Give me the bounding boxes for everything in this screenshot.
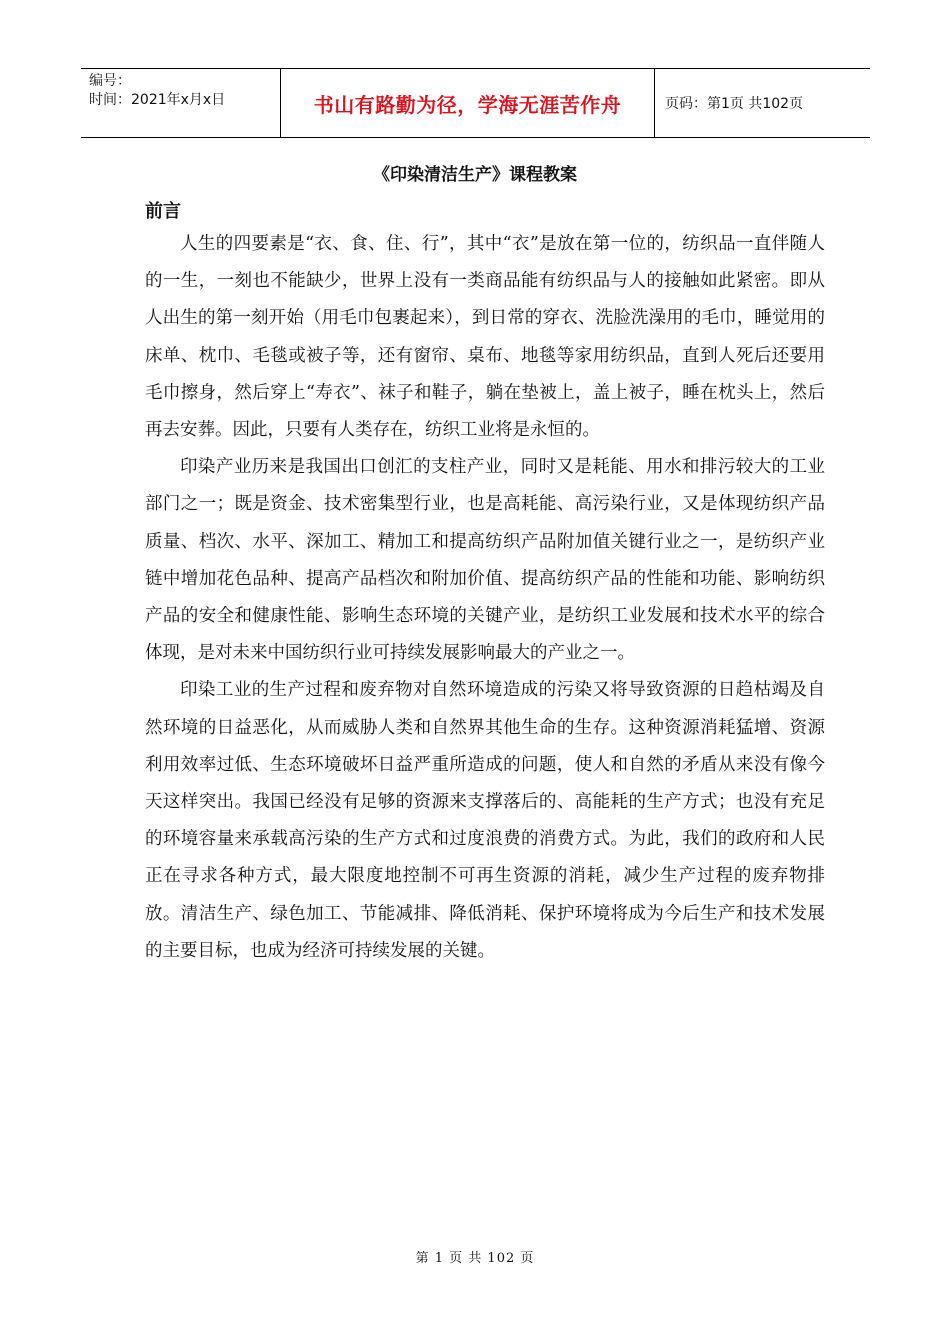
section-heading: 前言: [145, 201, 181, 222]
page-label: 页码：第1页 共102页: [665, 96, 804, 112]
header-motto-cell: [281, 69, 655, 137]
paragraph: 印染产业历来是我国出口创汇的支柱产业，同时又是耗能、用水和排污较大的工业部门之一；既是资金、技术密集型行业，也是高耗能、高污染行业，又是体现纺织产品质量、档次、水平、深加工、精加工和提高纺织产品附加值关键行业之一，是纺织产业链中增加花色品种、提高产品档次和附加价值、提高纺织产品的性能和功能、影响纺织产品的安全和健康性能、影响生态环境的关键产业，是纺织工业发展和技术水平的综合体现，是对未来中国纺织行业可持续发展影响最大的产业之一。: [145, 457, 825, 664]
number-label: 编号：: [89, 73, 131, 89]
document-header: [81, 68, 870, 138]
motto-text: 书山有路勤为径，学海无涯苦作舟: [313, 92, 622, 117]
paragraph: 人生的四要素是“衣、食、住、行”，其中“衣”是放在第一位的，纺织品一直伴随人的一生，一刻也不能缺少，世界上没有一类商品能有纺织品与人的接触如此紧密。即从人出生的第一刻开始（用毛巾包裹起来），到日常的穿衣、洗脸洗澡用的毛巾，睡觉用的床单、枕巾、毛毯或被子等，还有窗帘、桌布、地毯等家用纺织品，直到人死后还要用毛巾擦身，然后穿上“寿衣”、袜子和鞋子，躺在垫被上，盖上被子，睡在枕头上，然后再去安葬。因此，只要有人类存在，纺织工业将是永恒的。: [145, 234, 825, 441]
document-title: 《印染清洁生产》课程教案: [373, 165, 577, 185]
header-page-cell: [655, 69, 870, 137]
document-body: [145, 226, 825, 970]
paragraph: 印染工业的生产过程和废弃物对自然环境造成的污染又将导致资源的日趋枯竭及自然环境的日益恶化，从而威胁人类和自然界其他生命的生存。这种资源消耗猛增、资源利用效率过低、生态环境破坏日益严重所造成的问题，使人和自然的矛盾从来没有像今天这样突出。我国已经没有足够的资源来支撑落后的、高能耗的生产方式；也没有充足的环境容量来承载高污染的生产方式和过度浪费的消费方式。为此，我们的政府和人民正在寻求各种方式，最大限度地控制不可再生资源的消耗，减少生产过程的废弃物排放。清洁生产、绿色加工、节能减排、降低消耗、保护环境将成为今后生产和技术发展的主要目标，也成为经济可持续发展的关键。: [145, 680, 825, 961]
header-meta: [81, 69, 281, 137]
page-footer: 第 1 页 共 102 页: [415, 1251, 535, 1266]
date-label: 时间：2021年x月x日: [89, 92, 226, 108]
